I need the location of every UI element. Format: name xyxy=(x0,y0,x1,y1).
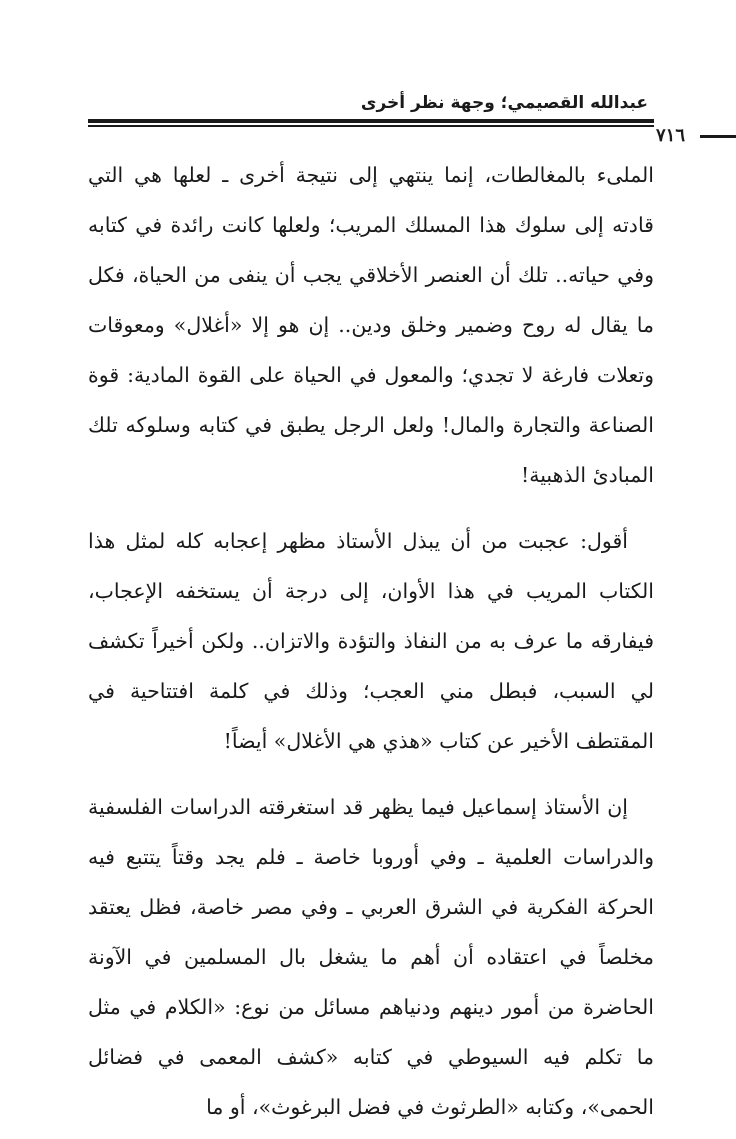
paragraph-1: الملىء بالمغالطات، إنما ينتهي إلى نتيجة أخرى ـ لعلها هي التي قادته إلى سلوك هذا المسلك المريب؛ ولعلها كانت رائدة في كتابه وفي حياته.. تلك أن العنصر الأخلاقي يجب أن ينفى من الحياة، فكل ما يقال له روح وضمير وخلق ودين.. إن هو إلا «أغلال» ومعوقات وتعلات فارغة لا تجدي؛ والمعول في الحياة على القوة المادية: قوة الصناعة والتجارة والمال! ولعل الرجل يطبق في كتابه وسلوكه تلك المبادئ الذهبية! xyxy=(88,163,654,487)
running-title: عبدالله القصيمي؛ وجهة نظر أخرى xyxy=(360,93,648,113)
folio xyxy=(656,124,736,148)
page-number: ٧١٦ xyxy=(656,125,686,146)
page-number-bar xyxy=(700,135,736,138)
header-rule-thick xyxy=(88,119,654,123)
paragraph-3: إن الأستاذ إسماعيل فيما يظهر قد استغرقته الدراسات الفلسفية والدراسات العلمية ـ وفي أوروبا خاصة ـ فلم يجد وقتاً يتتبع فيه الحركة الفكرية في الشرق العربي ـ وفي مصر خاصة، فظل يعتقد مخلصاً في اعتقاده أن أهم ما يشغل بال المسلمين في الآونة الحاضرة من أمور دينهم ودنياهم مسائل من نوع: «الكلام في مثل ما تكلم فيه السيوطي في كتابه «كشف المعمى في فضائل الحمى»، وكتابه «الطرثوث في فضل البرغوث»، أو ما xyxy=(88,795,654,1119)
body-text xyxy=(88,150,654,1132)
paragraph-2: أقول: عجبت من أن يبذل الأستاذ مظهر إعجابه كله لمثل هذا الكتاب المريب في هذا الأوان، إلى درجة أن يستخفه الإعجاب، فيفارقه ما عرف به من النفاذ والتؤدة والاتزان.. ولكن أخيراً تكشف لي السبب، فبطل مني العجب؛ وذلك في كلمة افتتاحية في المقتطف الأخير عن كتاب «هذي هي الأغلال» أيضاً! xyxy=(88,529,654,753)
header-rule-thin xyxy=(88,125,654,127)
